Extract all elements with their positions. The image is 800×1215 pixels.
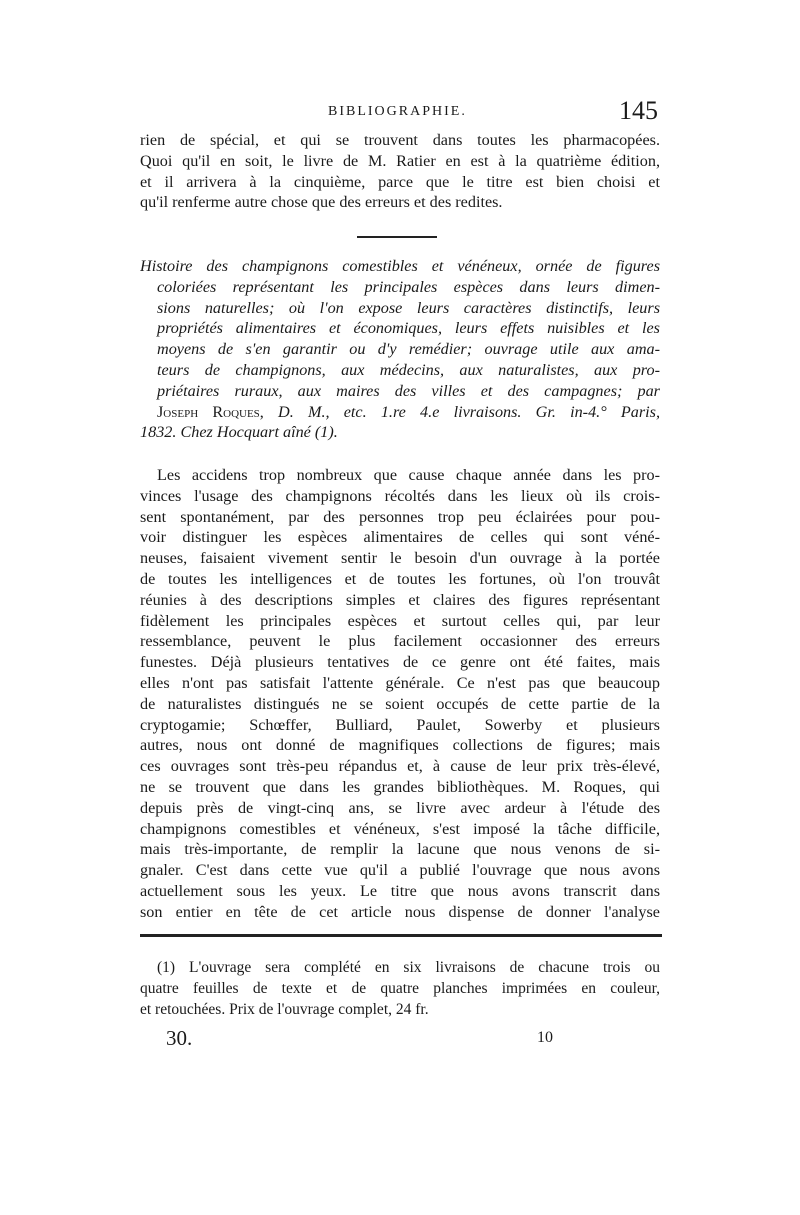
text-line: elles n'ont pas satisfait l'attente générale. Ce n'est pas que beaucoup — [140, 673, 660, 692]
text-line: vinces l'usage des champignons récoltés dans les lieux où ils crois- — [140, 486, 660, 505]
text-line: de toutes les intelligences et de toutes les fortunes, où l'on trouvât — [140, 569, 660, 588]
text-line: cryptogamie; Schœffer, Bulliard, Paulet, Sowerby et plusieurs — [140, 715, 660, 734]
title-line: coloriées représentant les principales espèces dans leurs dimen- — [157, 277, 660, 296]
text-line: son entier en tête de cet article nous dispense de donner l'analyse — [140, 902, 660, 921]
text-line: voir distinguer les espèces alimentaires de celles qui sont véné- — [140, 528, 660, 547]
text-line: ressemblance, peuvent le plus facilement occasionner des erreurs — [140, 632, 660, 651]
title-line: moyens de s'en garantir ou d'y remédier; ouvrage utile aux ama- — [157, 340, 660, 359]
book-title-block — [140, 256, 660, 443]
text-line: Les accidens trop nombreux que cause chaque année dans les pro- — [157, 466, 660, 484]
review-paragraph — [140, 465, 660, 923]
title-line: teurs de champignons, aux médecins, aux naturalistes, aux pro- — [157, 360, 660, 379]
footnote — [140, 957, 660, 1020]
edition-details: D. M., etc. 1.re 4.e livraisons. Gr. in-4.° Paris, — [278, 402, 660, 421]
running-head-title: BIBLIOGRAPHIE. — [328, 104, 467, 119]
author-name: Joseph Roques, — [157, 402, 264, 421]
footnote-rule — [140, 934, 662, 937]
running-head — [140, 98, 662, 128]
text-line: rien de spécial, et qui se trouvent dans toutes les pharmacopées. — [140, 131, 660, 149]
signature-mark: 30. — [166, 1026, 193, 1050]
text-line: actuellement sous les yeux. Le titre que nous avons transcrit dans — [140, 881, 660, 900]
title-line: sions naturelles; où l'on expose leurs caractères distinctifs, leurs — [157, 298, 660, 317]
text-line: qu'il renferme autre chose que des erreurs et des redites. — [140, 193, 503, 212]
text-line: de naturalistes distingués ne se soient occupés de cette partie de la — [140, 694, 660, 713]
footnote-line: et retouchées. Prix de l'ouvrage complet, 24 fr. — [140, 1001, 429, 1018]
title-line: propriétés alimentaires et économiques, leurs effets nuisibles et les — [157, 319, 660, 338]
section-divider — [357, 236, 437, 238]
text-line: Quoi qu'il en soit, le livre de M. Ratier en est à la quatrième édition, — [140, 151, 660, 170]
text-line: et il arrivera à la cinquième, parce que le titre est bien choisi et — [140, 172, 660, 191]
text-line: mais très-importante, de remplir la lacune que nous venons de si- — [140, 840, 660, 859]
text-line: neuses, faisaient vivement sentir le besoin d'un ouvrage à la portée — [140, 549, 660, 568]
text-line: ces ouvrages sont très-peu répandus et, à cause de leur prix très-élevé, — [140, 757, 660, 776]
page-number: 145 — [619, 96, 658, 125]
text-line: autres, nous ont donné de magnifiques collections de figures; mais — [140, 736, 660, 755]
text-line: sent spontanément, par des personnes trop peu éclairées pour pou- — [140, 507, 660, 526]
footnote-line: quatre feuilles de texte et de quatre planches imprimées en couleur, — [140, 980, 660, 997]
text-line: depuis près de vingt-cinq ans, se livre avec ardeur à l'étude des — [140, 798, 660, 817]
title-line: priétaires ruraux, aux maires des villes et des campagnes; par — [157, 381, 660, 400]
title-line: Histoire des champignons comestibles et vénéneux, ornée de figures — [140, 257, 660, 275]
text-line: champignons comestibles et vénéneux, s'est imposé la tâche difficile, — [140, 819, 660, 838]
publisher-line: 1832. Chez Hocquart aîné (1). — [140, 423, 338, 442]
text-line: funestes. Déjà plusieurs tentatives de ce genre ont été faites, mais — [140, 653, 660, 672]
footnote-line: (1) L'ouvrage sera complété en six livraisons de chacune trois ou — [157, 959, 660, 976]
text-line: gnaler. C'est dans cette vue qu'il a publié l'ouvrage que nous avons — [140, 861, 660, 880]
intro-paragraph — [140, 130, 660, 213]
author-line — [140, 402, 660, 423]
text-line: ne se trouvent que dans les grandes bibliothèques. M. Roques, qui — [140, 777, 660, 796]
text-line: réunies à des descriptions simples et claires des figures représentant — [140, 590, 660, 609]
gathering-number: 10 — [537, 1029, 553, 1046]
text-line: fidèlement les principales espèces et surtout celles qui, par leur — [140, 611, 660, 630]
